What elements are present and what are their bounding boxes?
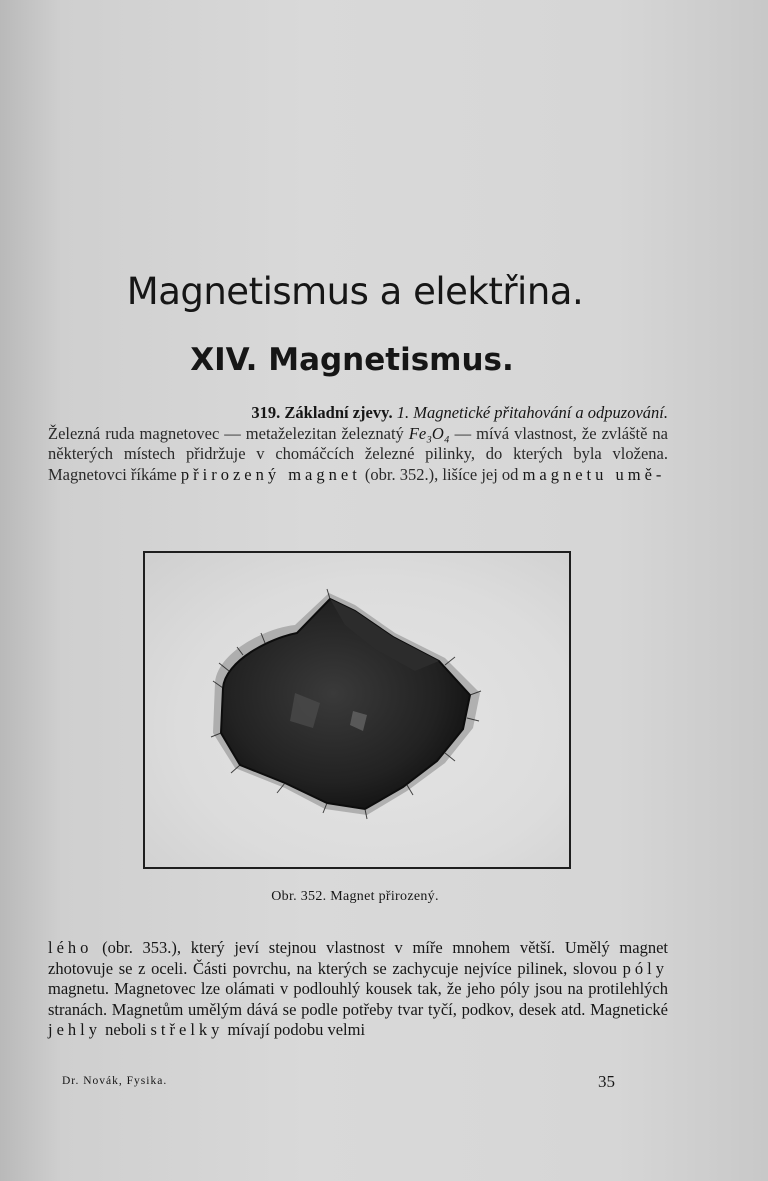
magnetite-photo <box>145 553 569 867</box>
term-pointers: střelky <box>150 1020 224 1039</box>
paragraph-text: (obr. 353.), který jeví stejnou vlastnost v míře mnohem větší. Umělý magnet zhotovuje se z oceli. Části povrchu, na kterých se zachycuje nejvíce pilinek, slovou <box>48 938 668 978</box>
figure-natural-magnet <box>143 551 571 869</box>
paragraph-text: neboli <box>101 1020 151 1039</box>
term-natural-magnet: přirozený magnet <box>180 464 361 484</box>
paragraph-319 <box>48 403 668 485</box>
running-footer: Dr. Novák, Fysika. <box>62 1075 168 1087</box>
paragraph-text: — mívá vlastnost, že zvláště na některých místech přidržuje v chomáčcích železné pilinky, do kterých byla vložena. Magnetovci říkáme <box>48 423 668 484</box>
paragraph-heading-line <box>48 403 668 424</box>
chemical-formula: Fe₃O₄ <box>408 423 450 443</box>
figure-caption: Obr. 352. Magnet přirozený. <box>271 889 439 904</box>
term-artificial-magnet: magnetu umě- <box>522 464 666 484</box>
paragraph-text: (obr. 352.), lišíce jej od <box>360 464 523 484</box>
page-number: 35 <box>598 1072 615 1091</box>
paragraph-number: 319. <box>251 403 281 422</box>
paragraph-text: magnetu. Magnetovec lze olámati v podlouhlý kousek tak, že jeho póly jsou na protilehlých stranách. Magnetům umělým dává se podle potřeby tvar tyčí, podkov, desek atd. Magnetické <box>48 979 668 1019</box>
section-title: XIV. Magnetismus. <box>190 342 514 378</box>
paragraph-subheading: 1. Magnetické přitahování a odpuzování. <box>396 403 668 422</box>
paragraph-heading: Základní zjevy. <box>284 403 393 422</box>
term-needles: jehly <box>48 1020 101 1039</box>
paragraph-continuation <box>48 938 668 1041</box>
chapter-title: Magnetismus a elektřina. <box>126 270 584 313</box>
term-artificial-magnet-end: lého <box>48 938 93 957</box>
paragraph-text: mívají podobu velmi <box>223 1020 366 1039</box>
paragraph-text: Železná ruda magnetovec — metaželezitan železnatý <box>48 423 409 443</box>
magnetite-rock <box>221 599 470 809</box>
term-poles: póly <box>622 958 668 978</box>
